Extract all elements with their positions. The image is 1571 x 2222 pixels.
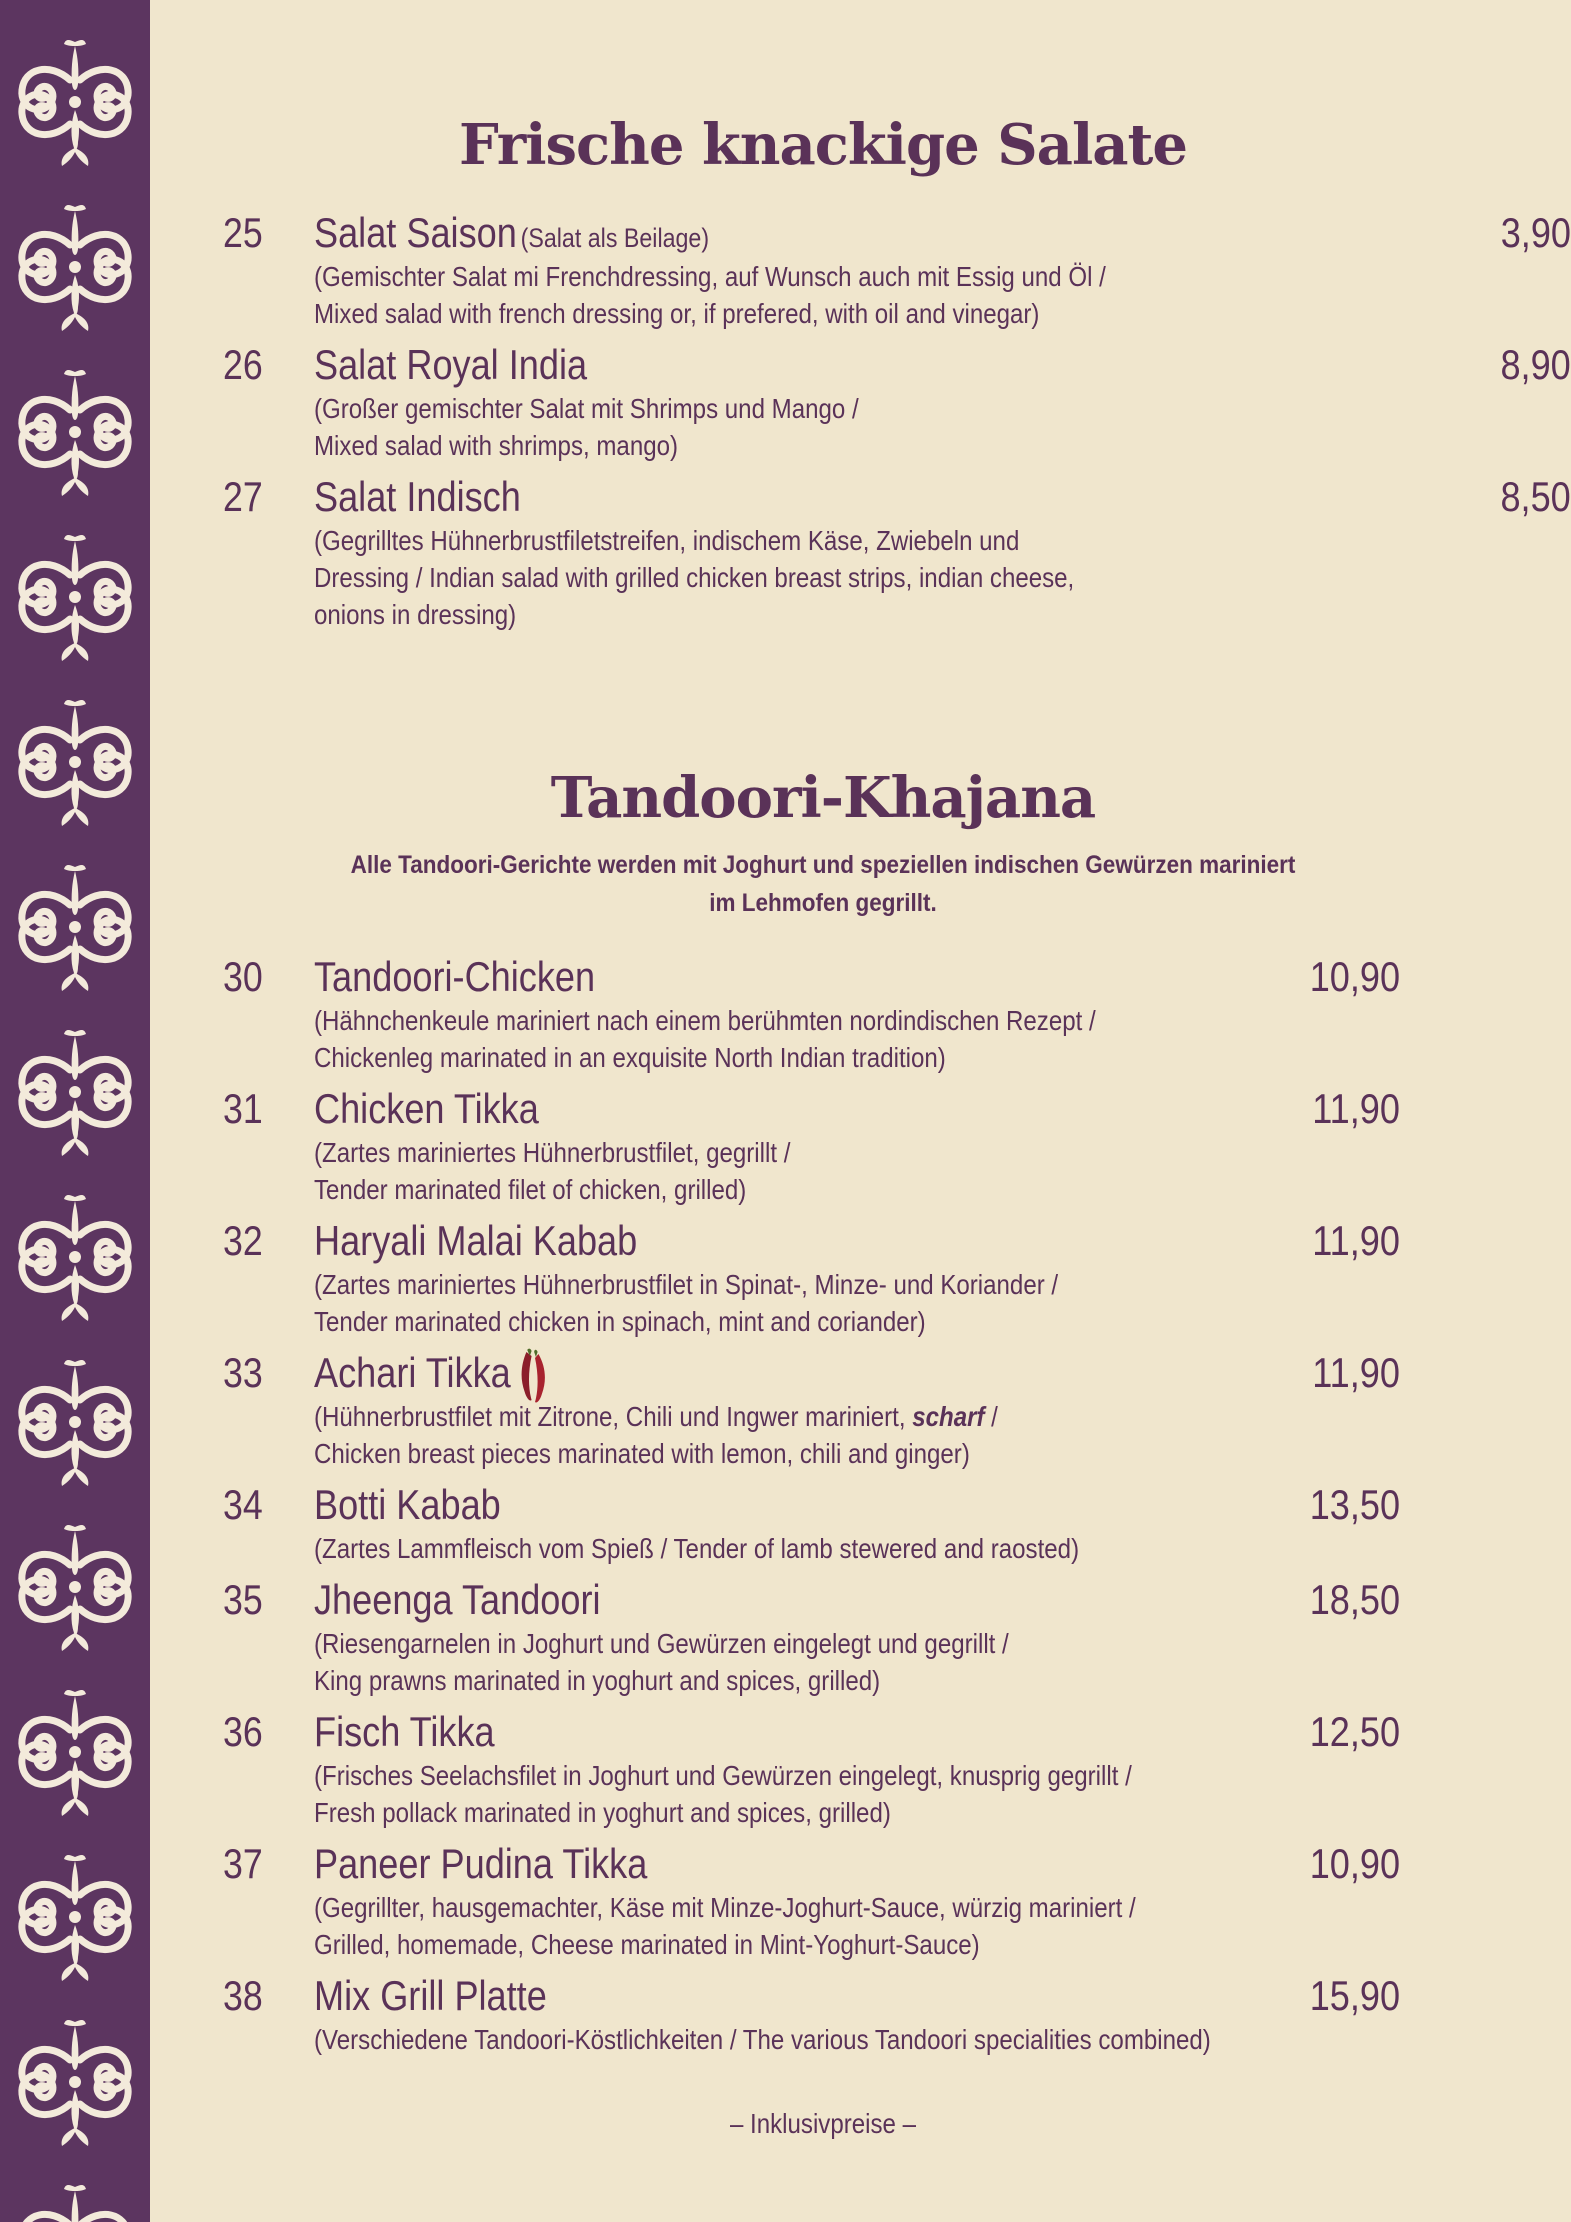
item-name: Paneer Pudina Tikka (314, 1840, 648, 1887)
description-line: (Frisches Seelachsfilet in Joghurt und Gewürzen eingelegt, knusprig gegrillt / (314, 1760, 1132, 1791)
item-price: 3,90 (1500, 209, 1571, 256)
item-description (314, 258, 1106, 332)
item-title-line (314, 1480, 501, 1530)
item-number: 32 (223, 1217, 263, 1264)
menu-page (150, 0, 1571, 2222)
item-title-line (314, 340, 587, 390)
item-title-line (314, 1707, 495, 1757)
description-line: (Gemischter Salat mi Frenchdressing, auf Wunsch auch mit Essig und Öl / (314, 261, 1106, 292)
item-description (314, 1530, 1079, 1567)
description-line: Tender marinated filet of chicken, grilled) (314, 1174, 747, 1205)
item-name: Salat Royal India (314, 341, 588, 388)
description-line: (Zartes Lammfleisch vom Spieß / Tender of lamb stewered and raosted) (314, 1533, 1080, 1564)
scroll-ornament-icon (22, 865, 128, 991)
description-line: (Gegrillter, hausgemachter, Käse mit Minze-Joghurt-Sauce, würzig mariniert / (314, 1892, 1136, 1923)
scroll-ornament-icon (22, 205, 128, 331)
description-line: Fresh pollack marinated in yoghurt and spices, grilled) (314, 1797, 891, 1828)
scroll-ornament-icon (22, 1195, 128, 1321)
scroll-ornament-icon (22, 370, 128, 496)
item-description (314, 1889, 1136, 1963)
item-title-line (314, 472, 521, 522)
item-price: 8,90 (1500, 341, 1571, 388)
item-description (314, 1266, 1058, 1340)
description-line: Chicken breast pieces marinated with lemon, chili and ginger) (314, 1438, 970, 1469)
scroll-ornament-icon (22, 40, 128, 166)
scroll-ornament-icon (0, 0, 150, 2222)
description-line: (Gegrilltes Hühnerbrustfiletstreifen, indischem Käse, Zwiebeln und (314, 525, 1020, 556)
subtitle-line: im Lehmofen gegrillt. (709, 889, 937, 917)
item-price: 8,50 (1500, 473, 1571, 520)
item-title-line (314, 952, 595, 1002)
item-price: 10,90 (1309, 1840, 1400, 1887)
item-price: 12,50 (1309, 1708, 1400, 1755)
item-name: Botti Kabab (314, 1481, 501, 1528)
item-number: 30 (223, 953, 263, 1000)
scroll-ornament-icon (22, 1690, 128, 1816)
item-price: 18,50 (1309, 1576, 1400, 1623)
item-name: Salat Indisch (314, 473, 521, 520)
description-line: Chickenleg marinated in an exquisite North Indian tradition) (314, 1042, 946, 1073)
item-number: 33 (223, 1349, 263, 1396)
tandoori-section-subtitle (271, 846, 1374, 922)
item-number: 31 (223, 1085, 263, 1132)
description-line: (Verschiedene Tandoori-Köstlichkeiten / The various Tandoori specialities combined) (314, 2024, 1211, 2055)
item-title-line (314, 208, 709, 258)
item-price: 15,90 (1309, 1972, 1400, 2019)
item-number: 36 (223, 1708, 263, 1755)
tandoori-section-title: Tandoori-Khajana (550, 765, 1096, 831)
item-price: 11,90 (1312, 1217, 1400, 1264)
item-description (314, 1757, 1132, 1831)
scroll-ornament-icon (22, 1360, 128, 1486)
description-line: (Zartes mariniertes Hühnerbrustfilet in Spinat-, Minze- und Koriander / (314, 1269, 1059, 1300)
description-text: (Hühnerbrustfilet mit Zitrone, Chili und Ingwer mariniert, (314, 1401, 913, 1432)
description-line: (Großer gemischter Salat mit Shrimps und Mango / (314, 393, 859, 424)
item-description (314, 1625, 1009, 1699)
salads-section-title: Frische knackige Salate (458, 112, 1188, 178)
item-name: Salat Saison (314, 209, 517, 256)
description-line: King prawns marinated in yoghurt and spices, grilled) (314, 1665, 881, 1696)
item-description (314, 1002, 1096, 1076)
item-description (314, 2021, 1211, 2058)
spicy-label: scharf (912, 1401, 985, 1432)
item-description (314, 1134, 790, 1208)
description-line: Tender marinated chicken in spinach, mint and coriander) (314, 1306, 926, 1337)
item-number: 37 (223, 1840, 263, 1887)
description-line: (Riesengarnelen in Joghurt und Gewürzen eingelegt und gegrillt / (314, 1628, 1009, 1659)
scroll-ornament-icon (22, 700, 128, 826)
item-name: Achari Tikka (314, 1349, 511, 1396)
item-price: 11,90 (1312, 1349, 1400, 1396)
scroll-ornament-icon (22, 2020, 128, 2146)
item-price: 11,90 (1312, 1085, 1400, 1132)
description-line: onions in dressing) (314, 599, 517, 630)
item-number: 38 (223, 1972, 263, 2019)
item-number: 27 (223, 473, 263, 520)
scroll-ornament-icon (22, 535, 128, 661)
item-name: Haryali Malai Kabab (314, 1217, 638, 1264)
item-name: Chicken Tikka (314, 1085, 539, 1132)
item-title-line (314, 1084, 539, 1134)
scroll-ornament-icon (22, 1855, 128, 1981)
item-title-line (314, 1971, 547, 2021)
item-note: (Salat als Beilage) (520, 223, 710, 253)
description-line: Mixed salad with french dressing or, if prefered, with oil and vinegar) (314, 298, 1040, 329)
item-description (314, 522, 1074, 633)
item-price: 10,90 (1309, 953, 1400, 1000)
ornamental-sidebar (0, 0, 150, 2222)
description-text: / (984, 1401, 998, 1432)
description-line: Mixed salad with shrimps, mango) (314, 430, 679, 461)
description-line: (Zartes mariniertes Hühnerbrustfilet, gegrillt / (314, 1137, 791, 1168)
item-number: 26 (223, 341, 263, 388)
item-name: Tandoori-Chicken (314, 953, 596, 1000)
item-number: 34 (223, 1481, 263, 1528)
item-price: 13,50 (1309, 1481, 1400, 1528)
item-description (314, 390, 859, 464)
item-title-line (314, 1575, 601, 1625)
description-line: Dressing / Indian salad with grilled chicken breast strips, indian cheese, (314, 562, 1075, 593)
item-name: Fisch Tikka (314, 1708, 495, 1755)
scroll-ornament-icon (22, 1030, 128, 1156)
scroll-ornament-icon (22, 2185, 128, 2222)
description-line (314, 1398, 998, 1435)
item-name: Mix Grill Platte (314, 1972, 547, 2019)
item-number: 35 (223, 1576, 263, 1623)
item-name: Jheenga Tandoori (314, 1576, 601, 1623)
description-line: Grilled, homemade, Cheese marinated in Mint-Yoghurt-Sauce) (314, 1929, 980, 1960)
item-title-line (314, 1839, 647, 1889)
subtitle-line: Alle Tandoori-Gerichte werden mit Joghurt und speziellen indischen Gewürzen mariniert (350, 851, 1296, 879)
item-title-line (314, 1216, 637, 1266)
item-description (314, 1398, 998, 1472)
price-footnote: – Inklusivpreise – (729, 2108, 917, 2139)
description-line: (Hähnchenkeule mariniert nach einem berühmten nordindischen Rezept / (314, 1005, 1096, 1036)
scroll-ornament-icon (22, 1525, 128, 1651)
item-number: 25 (223, 209, 263, 256)
